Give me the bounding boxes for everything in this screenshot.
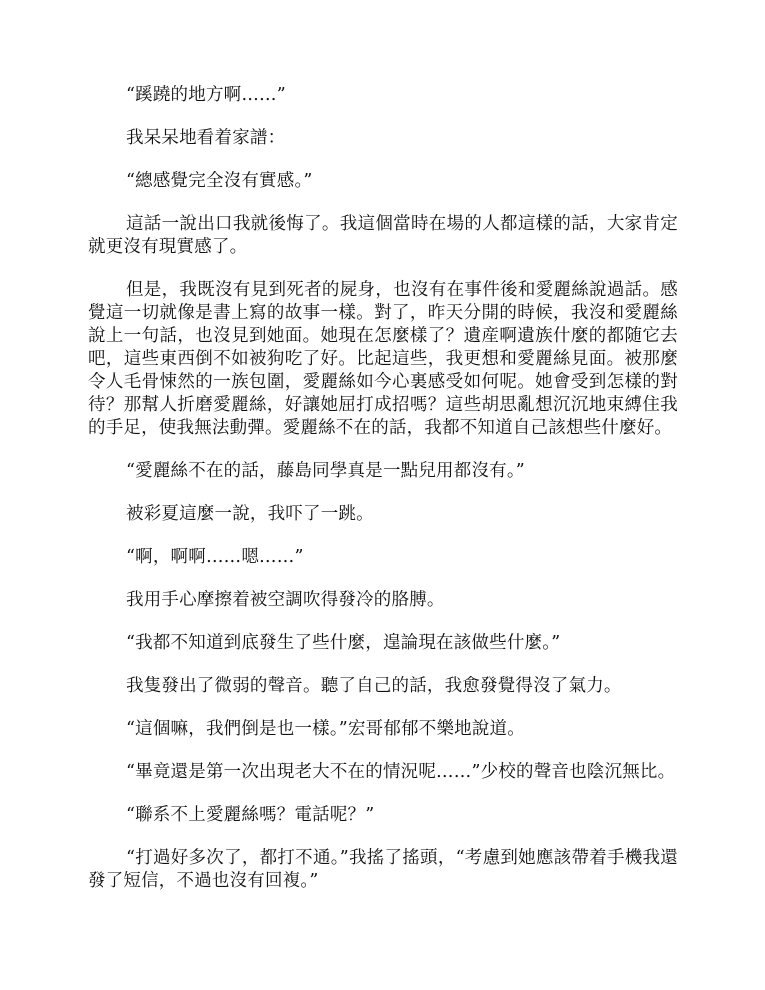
paragraph: 這話一說出口我就後悔了。我這個當時在場的人都這樣的話，大家肯定就更沒有現實感了。 [88, 214, 678, 257]
paragraph: “愛麗絲不在的話，藤島同學真是一點兒用都沒有。” [126, 461, 525, 481]
paragraph: 被彩夏這麼一說，我吓了一跳。 [126, 504, 374, 524]
paragraph: “畢竟還是第一次出現老大不在的情況呢……”少校的聲音也陰沉無比。 [126, 762, 676, 782]
paragraph: “我都不知道到底發生了些什麼，遑論現在該做些什麼。” [126, 633, 561, 653]
paragraph: 但是，我既沒有見到死者的屍身，也沒有在事件後和愛麗絲說過話。感覺這一切就像是書上寫的故事一樣。對了，昨天分開的時候，我沒和愛麗絲說上一句話，也沒見到她面。她現在怎麼樣了？遺産啊遺族什麼的都随它去吧，這些東西倒不如被狗吃了好。比起這些，我更想和愛麗絲見面。被那麼令人毛骨悚然的一族包圍，愛麗絲如今心裏感受如何呢。她會受到怎樣的對待？那幫人折磨愛麗絲，好讓她屈打成招嗎？這些胡思亂想沉沉地束縛住我的手足，使我無法動彈。愛麗絲不在的話，我都不知道自己該想些什麼好。 [88, 280, 678, 438]
paragraph: “這個嘛，我們倒是也一樣。”宏哥郁郁不樂地說道。 [126, 719, 525, 739]
paragraph: 我隻發出了微弱的聲音。聽了自己的話，我愈發覺得沒了氣力。 [126, 676, 622, 696]
paragraph: “啊，啊啊……嗯……” [126, 547, 304, 567]
paragraph: 我用手心摩擦着被空調吹得發冷的胳膊。 [126, 590, 445, 610]
document-page [88, 84, 678, 913]
paragraph: 我呆呆地看着家譜： [126, 128, 286, 148]
paragraph: “打過好多次了，都打不通。”我搖了搖頭，“考慮到她應該帶着手機我還發了短信，不過也沒有回複。” [88, 848, 678, 891]
paragraph: “總感覺完全沒有實感。” [126, 171, 313, 191]
paragraph: “蹊蹺的地方啊……” [126, 85, 286, 105]
paragraph: “聯系不上愛麗絲嗎？電話呢？” [126, 805, 375, 825]
